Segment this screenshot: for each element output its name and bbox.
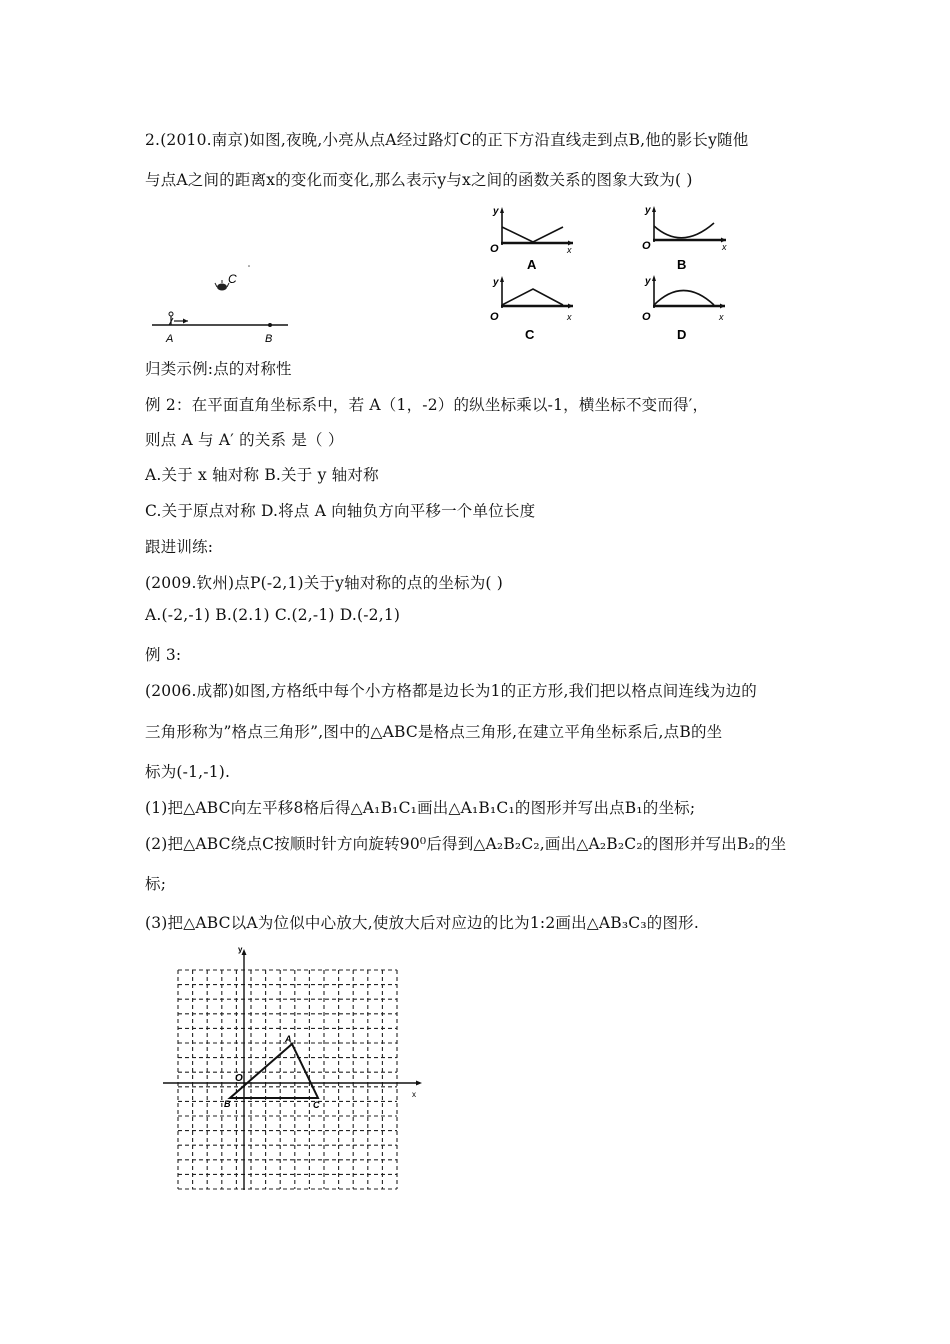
problem2-line1: 2.(2010.南京)如图,夜晚,小亮从点A经过路灯C的正下方沿直线走到点B,他的影长y随他	[145, 131, 749, 149]
option-letter: D	[677, 327, 687, 342]
y-axis-label: y	[493, 277, 499, 288]
origin-label: O	[490, 311, 499, 323]
option-graph-a	[485, 203, 585, 278]
arrow-icon	[174, 319, 188, 324]
example3-q2-cont: 标;	[145, 875, 167, 893]
x-axis-label: x	[719, 312, 724, 322]
example2-line1: 例 2：在平面直角坐标系中，若 A（1，-2）的纵坐标乘以-1，横坐标不变而得′，	[145, 396, 709, 414]
vertex-c-label: C	[313, 1100, 320, 1110]
x-axis-label: x	[567, 312, 572, 322]
origin-label: O	[642, 240, 651, 252]
origin-label: O	[490, 243, 499, 255]
grid-figure	[158, 940, 433, 1200]
section-title: 归类示例:点的对称性	[145, 360, 292, 378]
label-b: B	[265, 333, 273, 345]
label-c: C	[228, 272, 237, 286]
example3-line3: 标为(-1,-1).	[145, 763, 231, 781]
street-lamp-figure	[148, 262, 298, 347]
x-axis-arrow-icon	[416, 1081, 422, 1086]
grid-lines	[178, 970, 397, 1189]
y-axis-label: y	[645, 205, 651, 216]
option-graph-b	[637, 203, 737, 278]
option-letter: B	[677, 257, 687, 272]
follow-up-options: A.(-2,-1) B.(2.1) C.(2,-1) D.(-2,1)	[145, 606, 401, 624]
grid-y-label: y	[238, 945, 243, 954]
x-axis-label: x	[567, 245, 572, 255]
vertex-b-label: B	[224, 1099, 231, 1109]
vertex-a-label: A	[285, 1034, 292, 1044]
follow-up-question: (2009.钦州)点P(-2,1)关于y轴对称的点的坐标为( )	[145, 574, 504, 592]
option-letter: C	[525, 327, 535, 342]
lamp-icon	[215, 280, 229, 291]
y-axis-label: y	[493, 206, 499, 217]
origin-label: O	[642, 311, 651, 323]
example3-q1: (1)把△ABC向左平移8格后得△A₁B₁C₁画出△A₁B₁C₁的图形并写出点B₁的坐标;	[145, 799, 696, 817]
example3-q3: (3)把△ABC以A为位似中心放大,使放大后对应边的比为1:2画出△AB₃C₃的图形.	[145, 914, 699, 932]
y-axis-label: y	[645, 276, 651, 287]
example3-q2: (2)把△ABC绕点C按顺时针方向旋转90⁰后得到△A₂B₂C₂,画出△A₂B₂C₂的图形并写出B₂的坐	[145, 835, 787, 853]
example2-options-1: A.关于 x 轴对称 B.关于 y 轴对称	[145, 466, 379, 484]
option-graph-c	[485, 272, 585, 344]
problem2-line2: 与点A之间的距离x的变化而变化,那么表示y与x之间的函数关系的图象大致为( )	[145, 171, 693, 189]
follow-up-title: 跟进训练:	[145, 538, 214, 556]
option-letter: A	[527, 257, 537, 272]
x-axis-label: x	[722, 242, 727, 252]
option-graph-d	[637, 272, 737, 344]
example3-title: 例 3:	[145, 646, 182, 664]
label-a: A	[166, 333, 174, 345]
example2-options-2: C.关于原点对称 D.将点 A 向轴负方向平移一个单位长度	[145, 502, 536, 520]
grid-x-label: x	[412, 1090, 416, 1099]
example2-line2: 则点 A 与 A′ 的关系 是（ ）	[145, 431, 344, 449]
triangle-abc	[230, 1044, 318, 1098]
grid-origin-label: O	[235, 1073, 243, 1084]
example3-line2: 三角形称为”格点三角形”,图中的△ABC是格点三角形,在建立平角坐标系后,点B的坐	[145, 723, 723, 741]
person-icon	[169, 312, 173, 325]
example3-line1: (2006.成都)如图,方格纸中每个小方格都是边长为1的正方形,我们把以格点间连线为边的	[145, 682, 757, 700]
